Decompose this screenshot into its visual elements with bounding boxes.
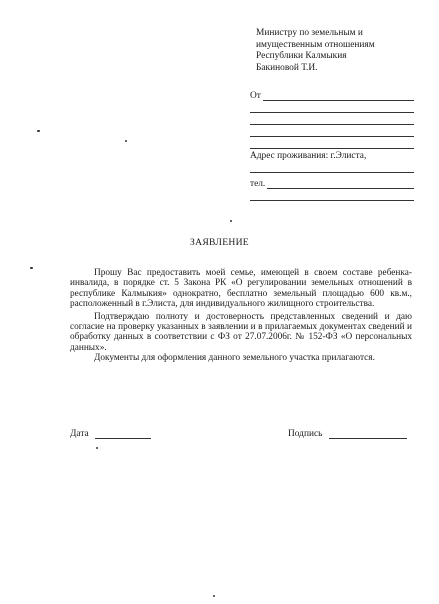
blank-row — [250, 190, 414, 202]
from-row — [250, 90, 414, 102]
from-fill-line[interactable] — [250, 100, 414, 101]
phone-label: тел. — [250, 179, 266, 189]
document-title: ЗАЯВЛЕНИЕ — [190, 237, 249, 248]
date-label: Дата — [70, 429, 89, 439]
fill-line[interactable] — [250, 124, 414, 125]
date-fill-line[interactable] — [95, 429, 151, 439]
addressee-line-2: имущественным отношениям — [256, 39, 375, 50]
fill-line[interactable] — [250, 200, 414, 201]
fill-line[interactable] — [250, 112, 414, 113]
addressee-line-3: Республики Калмыкия — [256, 51, 347, 62]
blank-row — [250, 102, 414, 114]
from-label: От — [250, 91, 261, 101]
address-row — [250, 150, 414, 162]
signature-label: Подпись — [288, 429, 323, 439]
fill-line[interactable] — [250, 172, 414, 173]
fill-line[interactable] — [250, 148, 414, 149]
signature-fill-line[interactable] — [329, 429, 407, 439]
addressee-block — [256, 28, 431, 74]
addressee-line-1: Министру по земельным и — [256, 28, 363, 38]
blank-row — [250, 162, 414, 174]
fill-line[interactable] — [250, 136, 414, 137]
phone-row — [250, 178, 414, 190]
scan-speck — [96, 447, 98, 449]
phone-fill-line[interactable] — [250, 188, 414, 189]
application-body — [70, 268, 412, 364]
addressee-line-4: Бакиновой Т.И. — [256, 62, 318, 73]
applicant-info-block — [250, 90, 414, 202]
address-label: Адрес проживания: г.Элиста, — [250, 151, 367, 161]
attachments-paragraph: Документы для оформления данного земельного участка прилагаются. — [94, 353, 375, 364]
scan-speck — [213, 595, 215, 597]
blank-row — [250, 138, 414, 150]
request-paragraph: Прошу Вас предоставить моей семье, имеющей в своем составе ребенка-инвалида, в порядке ст. 5 Закона РК «О регулировании земельных отношений в республике Калмыкия» однократно, бесплатно земельный площадью 600 кв.м., расположенный в г.Элиста, для индивидуального жилищного строительства. — [70, 268, 412, 310]
blank-row — [250, 126, 414, 138]
scan-speck — [230, 220, 232, 222]
consent-paragraph: Подтверждаю полноту и достоверность представленных сведений и даю согласие на проверку указанных в заявлении и в прилагаемых документах сведений и обработку данных в соответствии с ФЗ от 27.07.2006г. № 152-ФЗ «О персональных данных». — [70, 311, 412, 353]
date-field — [70, 429, 151, 439]
signature-field — [288, 429, 407, 439]
scan-speck — [125, 140, 127, 142]
scan-speck — [30, 267, 33, 269]
blank-row — [250, 114, 414, 126]
scan-speck — [37, 130, 40, 132]
